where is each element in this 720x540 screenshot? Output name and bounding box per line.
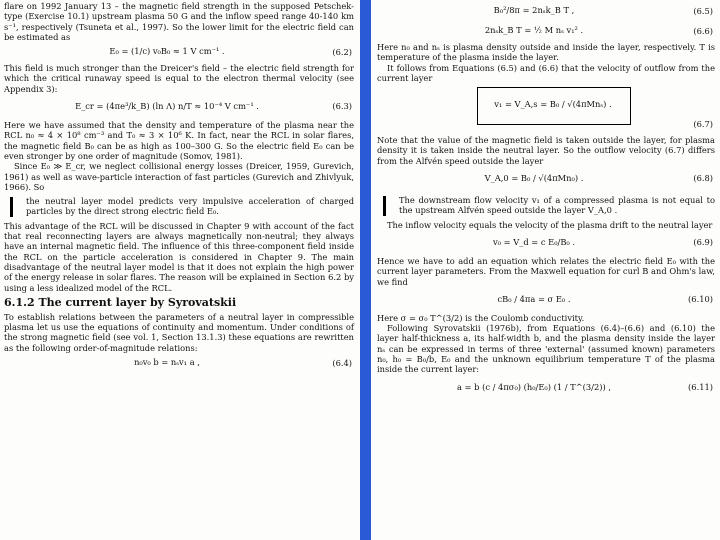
equation-6-11 [377, 376, 715, 400]
equation-number: (6.6) [693, 26, 713, 36]
note-text: the neutral layer model predicts very impulsive acceleration of charged particles by the direct strong electric field E₀. [26, 196, 354, 217]
highlighted-note [377, 195, 715, 216]
paragraph: This advantage of the RCL will be discussed in Chapter 9 with account of the fact that real reconnecting layers are always magnetically non-neutral; they always have an internal magnetic field. The influence of this three-component field inside the RCL on the particle acceleration is considered in Chapter 9. The main disadvantage of the neutral layer model is that it does not explain the high power of the energy release in solar flares. The reason will be explained in Section 6.2 by using a less idealized model of the RCL. [4, 220, 354, 293]
paragraph: flare on 1992 January 13 – the magnetic field strength in the supposed Petschek-type (Exercise 10.1) upstream plasma 50 G and the inflow speed range 40-140 km s⁻¹, respectively (Tsuneta et al., 1997). So the lower limit for the electric field can be estimated as [4, 1, 354, 42]
note-text: The downstream flow velocity v₁ of a compressed plasma is not equal to the upstream Alfvén speed outside the layer V_A,0 . [399, 195, 715, 216]
paragraph: Here σ = σ₀ T^(3/2) is the Coulomb conductivity. [377, 312, 585, 323]
highlighted-note [4, 196, 354, 217]
equation-6-9 [377, 231, 715, 255]
note-margin-bar [10, 197, 13, 217]
equation-number: (6.10) [688, 293, 713, 304]
paragraph: This field is much stronger than the Dreicer's field – the electric field strength for which the critical runaway speed is equal to the electron thermal velocity (see Appendix 3): [4, 63, 354, 94]
equation-body: E₀ = (1/c) v₀B₀ ≈ 1 V cm⁻¹ . [109, 46, 225, 57]
equation-6-4 [4, 354, 354, 373]
equation-body: v₁ = V_A,s = B₀ / √(4πMnₛ) . [494, 99, 612, 110]
paragraph: Here we have assumed that the density and temperature of the plasma near the RCL n₀ ≈ 4 × 10⁸ cm⁻³ and T₀ ≈ 3 × 10⁶ K. In fact, near the RCL in solar flares, the magnetic field B₀ can be as high as 100–300 G. So the electric field E₀ can be even stronger by one order of magnitude (Somov, 1981). [4, 120, 354, 161]
equation-6-2 [4, 43, 354, 62]
paragraph: The inflow velocity equals the velocity of the plasma drift to the neutral layer [387, 219, 713, 230]
equation-6-3 [4, 95, 354, 119]
equation-6-10 [377, 288, 715, 312]
equation-body: n₀v₀ b = nₛv₁ a , [134, 357, 200, 368]
equation-number: (6.7) [693, 119, 713, 130]
paragraph: Hence we have to add an equation which relates the electric field E₀ with the current layer parameters. From the Maxwell equation for curl B and Ohm's law, we find [377, 255, 715, 287]
equation-6-6 [377, 22, 715, 41]
equation-body: 2nₛk_B T = ½ M nₛ v₁² . [484, 25, 584, 35]
equation-number: (6.9) [693, 236, 713, 247]
equation-body: V_A,0 = B₀ / √(4πMn₀) . [484, 173, 584, 184]
paragraph: To establish relations between the parameters of a neutral layer in compressible plasma let us use the equations of continuity and momentum. Under conditions of the strong magnetic field (see vol. 1, Section 13.1.3) these equations are rewritten as the following order-of-magnitude relations: [4, 311, 354, 353]
equation-number: (6.3) [332, 101, 352, 112]
equation-body: B₀²/8π = 2nₛk_B T , [493, 5, 575, 15]
equation-number: (6.2) [332, 47, 352, 58]
equation-body: a = b (c / 4πσ₀) (h₀/E₀) (1 / T^(3/2)) , [456, 381, 612, 392]
paragraph: Note that the value of the magnetic field is taken outside the layer, for plasma density it is taken inside the neutral layer. So the outflow velocity (6.7) differs from the Alfvén speed outside the layer [377, 135, 715, 166]
equation-body: E_cr = (4πe³/k_B) (ln Λ) n/T ≈ 10⁻⁴ V cm⁻¹ . [75, 101, 259, 112]
equation-6-5 [377, 2, 715, 21]
paragraph: Since E₀ ≫ E_cr, we neglect collisional energy losses (Dreicer, 1959, Gurevich, 1961) as well as wave-particle interaction of fast particles (Gurevich and Zhivlyuk, 1966). So [4, 161, 354, 192]
paragraph: Following Syrovatskii (1976b), from Equations (6.4)–(6.6) and (6.10) the layer half-thickness a, its half-width b, and the plasma density inside the layer nₛ can be expressed in terms of three 'external' (assumed known) parameters n₀, h₀ = B₀/b, E₀ and the unknown equilibrium temperature T of the plasma inside the current layer: [377, 323, 715, 375]
paragraph: It follows from Equations (6.5) and (6.6) that the velocity of outflow from the current layer [377, 62, 715, 83]
equation-body: v₀ = V_d = c E₀/B₀ . [492, 236, 576, 247]
paragraph: Here n₀ and nₛ is plasma density outside and inside the layer, respectively. T is temperature of the plasma inside the layer. [377, 42, 715, 63]
right-page-column [371, 0, 720, 540]
equation-number: (6.8) [693, 173, 713, 184]
boxed-equation-6-7 [377, 85, 715, 133]
equation-body: cB₀ / 4πa = σ E₀ . [497, 293, 571, 304]
note-margin-bar [383, 196, 386, 216]
section-heading: 6.1.2 The current layer by Syrovatskii [4, 295, 237, 309]
equation-number: (6.11) [688, 381, 713, 392]
equation-number: (6.5) [693, 6, 713, 16]
equation-number: (6.4) [332, 358, 352, 369]
equation-6-8 [377, 167, 715, 191]
